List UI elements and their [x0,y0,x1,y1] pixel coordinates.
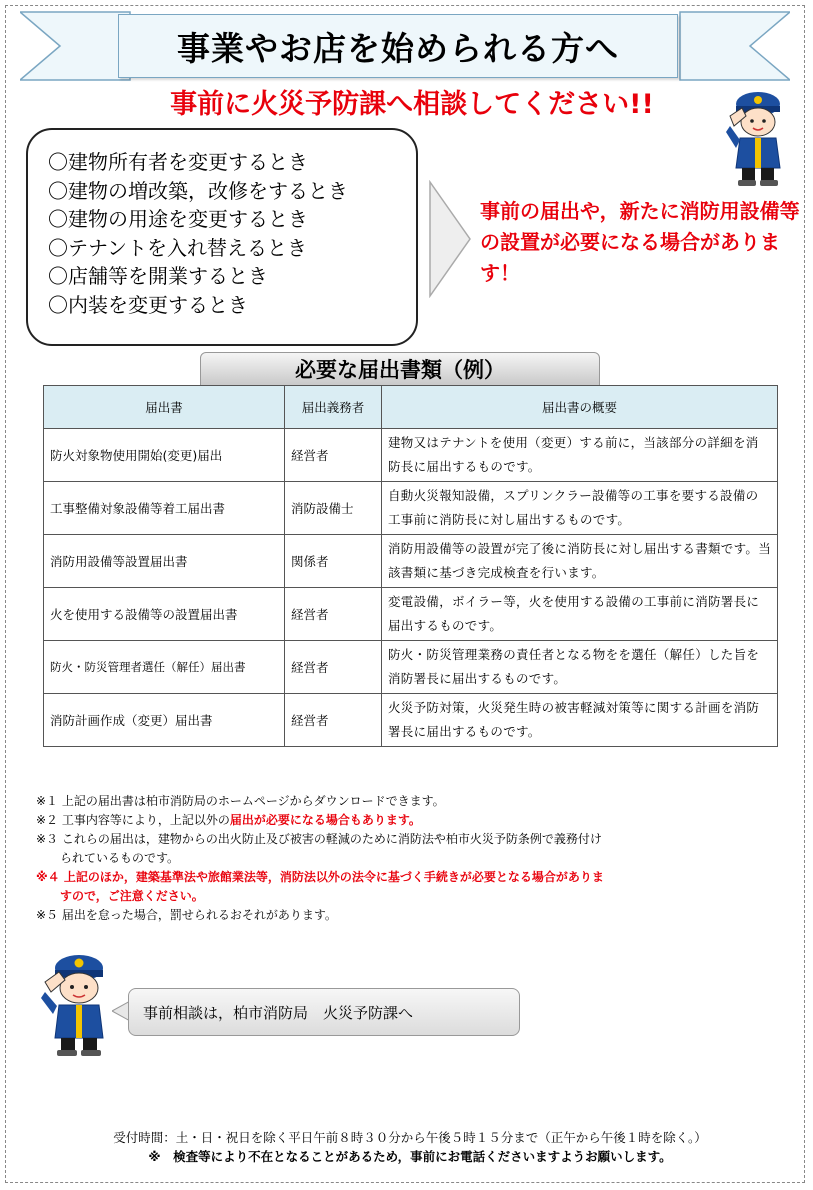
doc-description: 建物又はテナントを使用（変更）する前に，当該部分の詳細を消防長に届出するものです。 [382,429,778,482]
column-header: 届出義務者 [285,386,382,429]
note-3-continued: られているものです。 [60,851,180,865]
doc-party: 経営者 [285,641,382,694]
condition-item: 〇内装を変更するとき [48,292,248,317]
doc-name: 火を使用する設備等の設置届出書 [44,588,285,641]
table-row [44,641,778,694]
firefighter-mascot-icon [35,948,113,1058]
doc-party: 関係者 [285,535,382,588]
condition-item: 〇建物所有者を変更するとき [48,150,308,174]
conditions-box [26,128,418,346]
consultation-callout: 事前相談は，柏市消防局 火災予防課へ [128,988,520,1036]
doc-name: 防火対象物使用開始(変更)届出 [44,429,285,482]
doc-name: 消防用設備等設置届出書 [44,535,285,588]
table-row [44,694,778,747]
note-4: ※４ 上記のほか，建築基準法や旅館業法等，消防法以外の法令に基づく手続きが必要となる場合がありま [36,870,604,884]
reception-hours: 受付時間：土・日・祝日を除く平日午前８時３０分から午後５時１５分まで（正午から午後１時を除く。） [113,1130,707,1145]
note-2-text: ※２ 工事内容等により，上記以外の [36,813,230,827]
condition-item: 〇建物の用途を変更するとき [48,207,308,231]
footer-note: ※ 検査等により不在となることがあるため，事前にお電話くださいますようお願いします。 [148,1149,672,1164]
condition-item: 〇テナントを入れ替えるとき [48,235,307,260]
notes [36,792,776,925]
conditions-list [48,148,416,319]
note-5: ※５ 届出を怠った場合，罰せられるおそれがあります。 [36,908,337,922]
page-title: 事業やお店を始められる方へ [118,14,678,78]
doc-name: 工事整備対象設備等着工届出書 [44,482,285,535]
doc-description: 自動火災報知設備，スプリンクラー設備等の工事を要する設備の工事前に消防長に対し届出するものです。 [382,482,778,535]
note-4-continued: すので，ご注意ください。 [60,889,204,903]
documents-table [43,385,778,747]
column-header: 届出書の概要 [382,386,778,429]
note-2 [36,811,776,830]
chevron-right-icon [428,180,472,298]
condition-item: 〇店舗等を開業するとき [48,264,268,288]
doc-description: 消防用設備等の設置が完了後に消防長に対し届出する書類です。当該書類に基づき完成検査を行います。 [382,535,778,588]
page-subtitle: 事前に火災予防課へ相談してください!! [170,89,654,120]
doc-party: 経営者 [285,588,382,641]
table-header-row [44,386,778,429]
doc-name: 消防計画作成（変更）届出書 [44,694,285,747]
doc-description: 防火・防災管理業務の責任者となる物をを選任（解任）した旨を消防署長に届出するものです。 [382,641,778,694]
doc-party: 経営者 [285,694,382,747]
doc-description: 変電設備，ボイラー等，火を使用する設備の工事前に消防署長に届出するものです。 [382,588,778,641]
doc-party: 経営者 [285,429,382,482]
footer [40,1128,780,1166]
column-header: 届出書 [44,386,285,429]
table-row [44,429,778,482]
note-3: ※３ これらの届出は，建物からの出火防止及び被害の軽減のために消防法や柏市火災予防条例で義務付け [36,832,602,846]
doc-description: 火災予防対策，火災発生時の被害軽減対策等に関する計画を消防署長に届出するものです。 [382,694,778,747]
note-1: ※１ 上記の届出書は柏市消防局のホームページからダウンロードできます。 [36,794,445,808]
docs-header: 必要な届出書類（例） [200,352,600,386]
firefighter-mascot-icon [718,86,790,188]
notice-text: 事前の届出や，新たに消防用設備等の設置が必要になる場合があります！ [480,199,800,285]
doc-party: 消防設備士 [285,482,382,535]
table-row [44,588,778,641]
table-row [44,482,778,535]
note-2-emphasis: 届出が必要になる場合もあります。 [229,813,421,827]
condition-item: 〇建物の増改築，改修をするとき [48,178,348,203]
table-row [44,535,778,588]
doc-name: 防火・防災管理者選任（解任）届出書 [44,641,285,694]
